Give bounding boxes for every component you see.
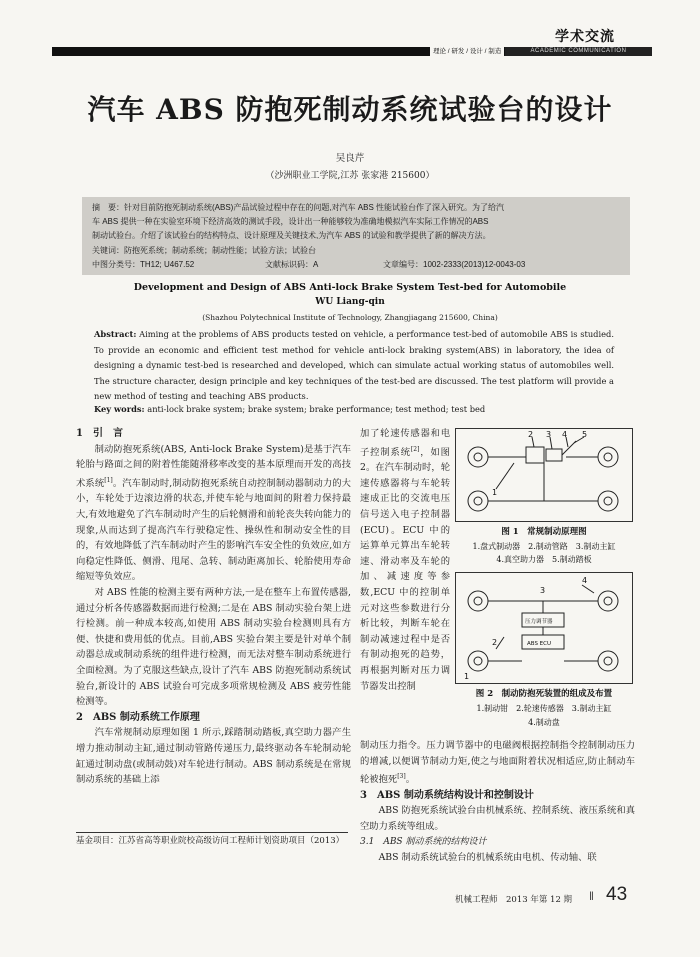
fig2-hub-rear-left xyxy=(474,657,482,665)
english-affiliation: (Shazhou Polytechnical Institute of Technology, Zhangjiagang 215600, China) xyxy=(202,313,498,322)
footer-divider: ‖ xyxy=(589,889,594,903)
page-number: 43 xyxy=(606,884,628,905)
section-tag: 学术交流 xyxy=(555,29,615,45)
col2-p2-text-b: 。 xyxy=(405,774,416,786)
sec1-p1-text-b: 。汽车制动时,制动防抱死系统自动控制制动器制动力的大小，车轮处于边滚边滑的状态,并使车轮与地面间的附着力保持最大,有效地避免了汽车制动时产生的后轮侧滑和前轮丧失转向能力的现象,从而达到了提高汽车行驶稳定性、操纵性和制动安全性的目的，有效地降低了汽车制动时产生的影响汽车安全性的负效应,如方向稳定性降低、侧滑、甩尾、急转、制动距离加长、轮胎使用寿命缩短等负效应。 xyxy=(76,477,351,583)
fig1-label-4: 4 xyxy=(562,430,568,439)
figure-1-legend-2: 4.真空助力器 5.制动踏板 xyxy=(496,555,592,564)
fig2-label-3: 3 xyxy=(540,586,546,595)
fig2-hub-front-right xyxy=(604,597,612,605)
figure-1-frame xyxy=(455,428,633,522)
fig1-label-3: 3 xyxy=(546,430,552,439)
english-abstract-label: Abstract: xyxy=(94,329,137,339)
author: 吴良芹 xyxy=(335,153,365,164)
funding-rule xyxy=(76,832,348,833)
section-3-1-heading: 3.1 ABS 制动系统的结构设计 xyxy=(360,836,487,847)
english-abstract xyxy=(94,327,614,405)
fig2-label-4: 4 xyxy=(582,576,588,585)
right-column-narrow xyxy=(360,426,450,694)
figure-1-legend-1: 1.盘式制动器 2.制动管路 3.制动主缸 xyxy=(472,542,616,551)
header-section-en: ACADEMIC COMMUNICATION xyxy=(505,47,652,56)
brake-lines xyxy=(488,457,598,501)
figure-1-caption: 图 1 常规制动原理图 xyxy=(501,527,587,537)
footer-journal: 机械工程师 2013 年第 12 期 xyxy=(455,895,573,905)
section-2-paragraph-1: 汽车常规制动原理如图 1 所示,踩踏制动踏板,真空助力器产生增力推动制动主缸,通过制动管路传递压力,最终驱动各车轮制动轮缸通过制动盘(或制动鼓)对车轮进行制动。ABS 制动系统是在常规制动系统的基础上添 xyxy=(76,727,351,786)
abstract-line-2: 车 ABS 提供一种在实验室环境下经济高效的测试手段，设计出一种能够较为准确地模拟汽车实际工作情况的ABS xyxy=(92,217,489,226)
hub-rear-left xyxy=(474,497,482,505)
fig1-label-2: 2 xyxy=(528,430,534,439)
master-cylinder xyxy=(526,447,544,463)
left-column xyxy=(76,426,351,788)
figure-2-legend-1: 1.制动钳 2.轮速传感器 3.制动主缸 xyxy=(476,704,612,713)
affiliation: （沙洲职业工学院,江苏 张家港 215600） xyxy=(265,171,435,181)
fig2-box-regulator: 压力调节器 xyxy=(525,619,553,625)
doc-code: 文献标识码：A xyxy=(265,260,319,269)
fig2-label-1: 1 xyxy=(464,672,470,681)
brake-pedal xyxy=(562,441,576,455)
fig1-label-5: 5 xyxy=(582,430,588,439)
figure-1-diagram xyxy=(456,429,632,521)
wheel-front-left xyxy=(468,447,488,467)
fig2-label-2: 2 xyxy=(492,638,498,647)
right-column-lower xyxy=(360,738,635,866)
english-keywords-text: anti-lock brake system; brake system; brake performance; test method; test bed xyxy=(147,404,486,414)
clc-number: 中图分类号：TH12; U467.52 xyxy=(92,260,195,269)
keywords-cn: 关键词：防抱死系统；制动系统；制动性能；试验方法；试验台 xyxy=(92,246,316,255)
hub-front-left xyxy=(474,453,482,461)
english-keywords xyxy=(94,404,485,414)
col2-p1-text-b: ，如图 2。在汽车制动时，轮速传感器将与车轮转速成正比的交流电压信号送入电子控制器(ECU)。ECU 中的运算单元算出车轮转速、滑动率及车轮的加、减速度等参数,ECU 中的控制单元对这些参数进行分析比较，判断车轮在制动减速过程中是否有制动抱死的趋势，再根据判断对压力调节器发出控制 xyxy=(360,446,450,692)
fig2-hub-rear-right xyxy=(604,657,612,665)
fig2-ecu-lines xyxy=(522,601,564,635)
fig2-wheel-front-left xyxy=(468,591,488,611)
section-1-paragraph-2: 对 ABS 性能的检测主要有两种方法,一是在整车上布置传感器,通过分析各传感器数据而进行检测;二是在 ABS 制动实验台架上进行检测。前一种成本较高,如使用 ABS 制动实验台检测则具有方便、快捷和费用低的优点。目前,ABS 实验台架主要是针对单个制动器总成或制动系统的组件进行检测，而无法对整车制动系统进行全面检测。为了克服这些缺点,设计了汽车 ABS 防抱死制动系统试验台,新设计的 ABS 试验台可完成多项常规检测及 ABS 疲劳性能检测等。 xyxy=(76,587,351,708)
figure-2-legend-2: 4.制动盘 xyxy=(528,718,560,727)
article-title: 汽车 ABS 防抱死制动系统试验台的设计 xyxy=(87,93,613,126)
header-subsection: 理论 / 研发 / 设计 / 制造 xyxy=(430,47,504,56)
section-2-heading: 2 ABS 制动系统工作原理 xyxy=(76,711,200,723)
hub-front-right xyxy=(604,453,612,461)
hub-rear-right xyxy=(604,497,612,505)
funding-note: 基金项目：江苏省高等职业院校高级访问工程师计划资助项目（2013） xyxy=(76,836,345,846)
figure-2-frame xyxy=(455,572,633,684)
fig2-hub-front-left xyxy=(474,597,482,605)
vacuum-booster xyxy=(546,449,562,461)
wheel-rear-right xyxy=(598,491,618,511)
wheel-front-right xyxy=(598,447,618,467)
fig2-wheel-rear-left xyxy=(468,651,488,671)
col2-paragraph-1 xyxy=(360,426,450,694)
col2-paragraph-2 xyxy=(360,738,635,788)
section-3-paragraph-1: ABS 防抱死系统试验台由机械系统、控制系统、液压系统和真空助力系统等组成。 xyxy=(360,805,635,833)
col2-p2-text: 制动压力指令。压力调节器中的电磁阀根据控制指令控制制动压力的增减,以便调节制动力矩,使之与地面附着状况相适应,防止制动车轮被抱死 xyxy=(360,740,635,786)
article-number: 文章编号：1002-2333(2013)12-0043-03 xyxy=(383,260,526,269)
english-keywords-label: Key words: xyxy=(94,404,145,414)
abstract-line-3: 制动试验台。介绍了该试验台的结构特点、设计原理及关键技术,为汽车 ABS 的试验和教学提供了新的解决方法。 xyxy=(92,231,491,240)
fig1-label-1: 1 xyxy=(492,488,498,497)
section-3-1-paragraph-1: ABS 制动系统试验台的机械系统由电机、传动轴、联 xyxy=(378,852,597,864)
abstract-line-1: 摘 要：针对目前防抱死制动系统(ABS)产品试验过程中存在的问题,对汽车 ABS 性能试验台作了深入研究。为了给汽 xyxy=(92,203,505,212)
english-author: WU Liang-qin xyxy=(315,297,385,307)
wheel-rear-left xyxy=(468,491,488,511)
english-abstract-text: Aiming at the problems of ABS products tested on vehicle, a performance test-bed of automobile ABS is studied. To provide an economic and efficient test method for vehicle anti-lock braking system(ABS) in laboratory, the idea of designing a dynamic test-bed is researched and developed, which can simulate actual working status of automobiles well. The structure character, design principle and key techniques of the test-bed are discussed. The test platform will provide a new method of testing and teaching ABS products. xyxy=(94,329,614,401)
ref-2: [2] xyxy=(410,445,420,453)
fig2-wheel-front-right xyxy=(598,591,618,611)
fig2-box-ecu: ABS ECU xyxy=(527,641,552,647)
col2-p1-text: 加了轮速传感器和电子控制系统 xyxy=(360,428,450,458)
section-1-paragraph-1 xyxy=(76,442,351,585)
ref-3: [3] xyxy=(397,773,406,781)
sec1-p1-text: 制动防抱死系统(ABS, Anti-lock Brake System)是基于汽车轮胎与路面之间的附着性能随滑移率改变的基本原理而开发的高技术系统 xyxy=(76,443,351,489)
figure-2-caption: 图 2 制动防抱死装置的组成及布置 xyxy=(475,689,613,699)
figure-2-diagram xyxy=(456,573,632,683)
section-3-heading: 3 ABS 制动系统结构设计和控制设计 xyxy=(360,789,534,801)
section-1-heading: 1 引 言 xyxy=(76,428,123,439)
ref-1: [1] xyxy=(104,476,113,484)
english-title: Development and Design of ABS Anti-lock Brake System Test-bed for Automobile xyxy=(133,282,567,293)
fig2-wheel-rear-right xyxy=(598,651,618,671)
